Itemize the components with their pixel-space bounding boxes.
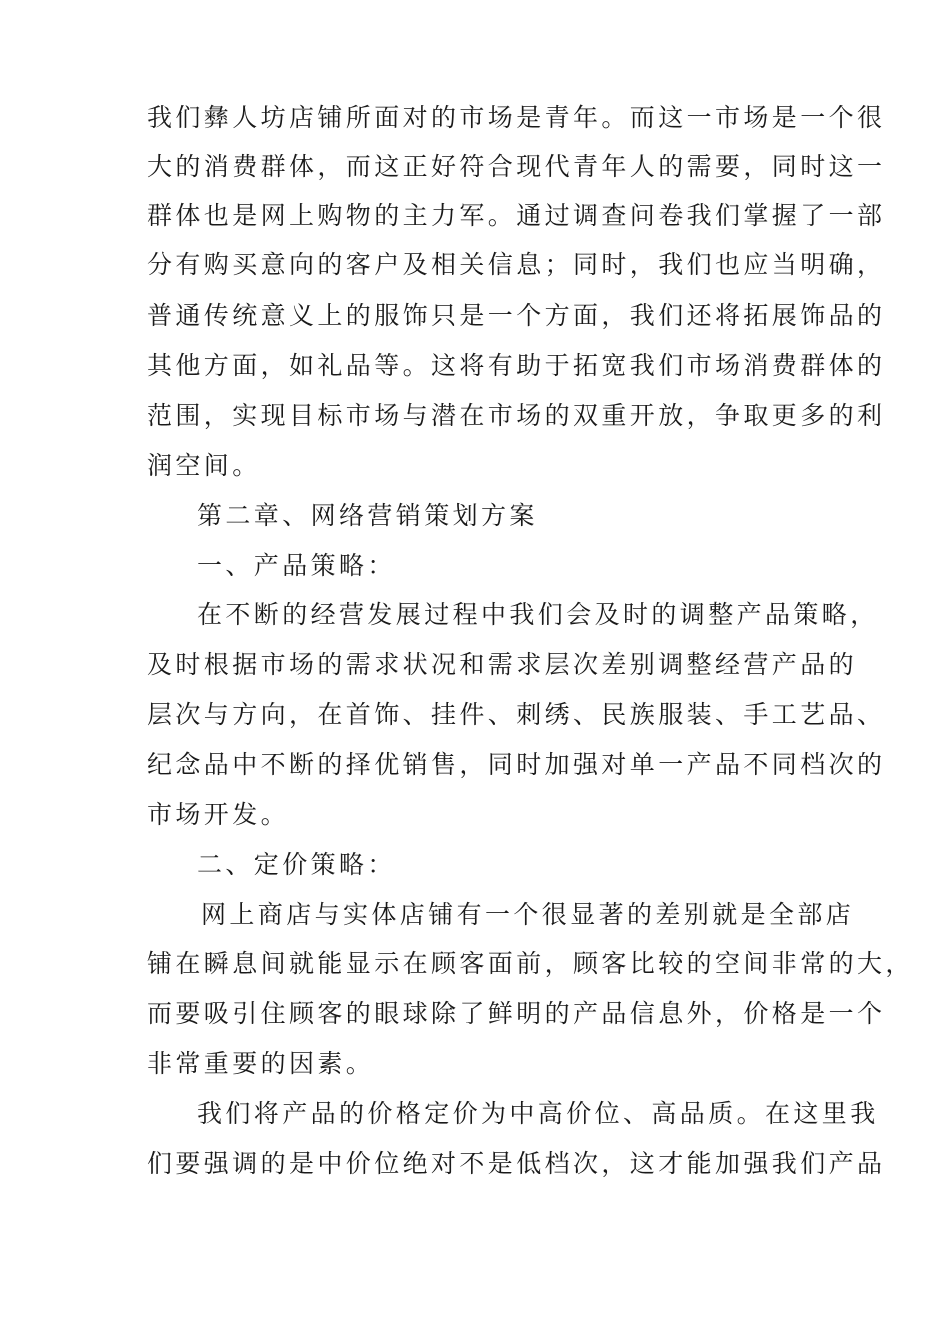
paragraph-line: 范围，实现目标市场与潜在市场的双重开放，争取更多的利 (147, 401, 886, 430)
paragraph-line: 群体也是网上购物的主力军。通过调查问卷我们掌握了一部 (147, 201, 886, 230)
paragraph-line: 分有购买意向的客户及相关信息；同时，我们也应当明确， (147, 250, 886, 279)
paragraph-line: 而要吸引住顾客的眼球除了鲜明的产品信息外，价格是一个 (147, 999, 886, 1028)
paragraph-line: 在不断的经营发展过程中我们会及时的调整产品策略， (197, 600, 879, 629)
section-heading: 一、产品策略： (197, 551, 396, 580)
paragraph-line: 我们彝人坊店铺所面对的市场是青年。而这一市场是一个很 (147, 103, 886, 132)
paragraph-line: 市场开发。 (147, 800, 290, 829)
paragraph-line: 层次与方向，在首饰、挂件、刺绣、民族服装、手工艺品、 (147, 700, 886, 729)
paragraph-line: 普通传统意义上的服饰只是一个方面，我们还将拓展饰品的 (147, 301, 886, 330)
paragraph-line: 其他方面，如礼品等。这将有助于拓宽我们市场消费群体的 (147, 351, 886, 380)
paragraph-line: 润空间。 (147, 451, 261, 480)
paragraph-line: 纪念品中不断的择优销售，同时加强对单一产品不同档次的 (147, 750, 886, 779)
paragraph-line: 大的消费群体，而这正好符合现代青年人的需要，同时这一 (147, 152, 886, 181)
paragraph-line: 网上商店与实体店铺有一个很显著的差别就是全部店 (201, 900, 855, 929)
section-heading: 二、定价策略： (197, 850, 396, 879)
chapter-heading: 第二章、网络营销策划方案 (197, 501, 538, 530)
paragraph-line: 们要强调的是中价位绝对不是低档次，这才能加强我们产品 (147, 1149, 886, 1178)
paragraph-line: 及时根据市场的需求状况和需求层次差别调整经营产品的 (147, 650, 858, 679)
paragraph-line: 非常重要的因素。 (147, 1049, 375, 1078)
paragraph-line: 铺在瞬息间就能显示在顾客面前，顾客比较的空间非常的大， (147, 949, 914, 978)
paragraph-line: 我们将产品的价格定价为中高价位、高品质。在这里我 (197, 1099, 879, 1128)
